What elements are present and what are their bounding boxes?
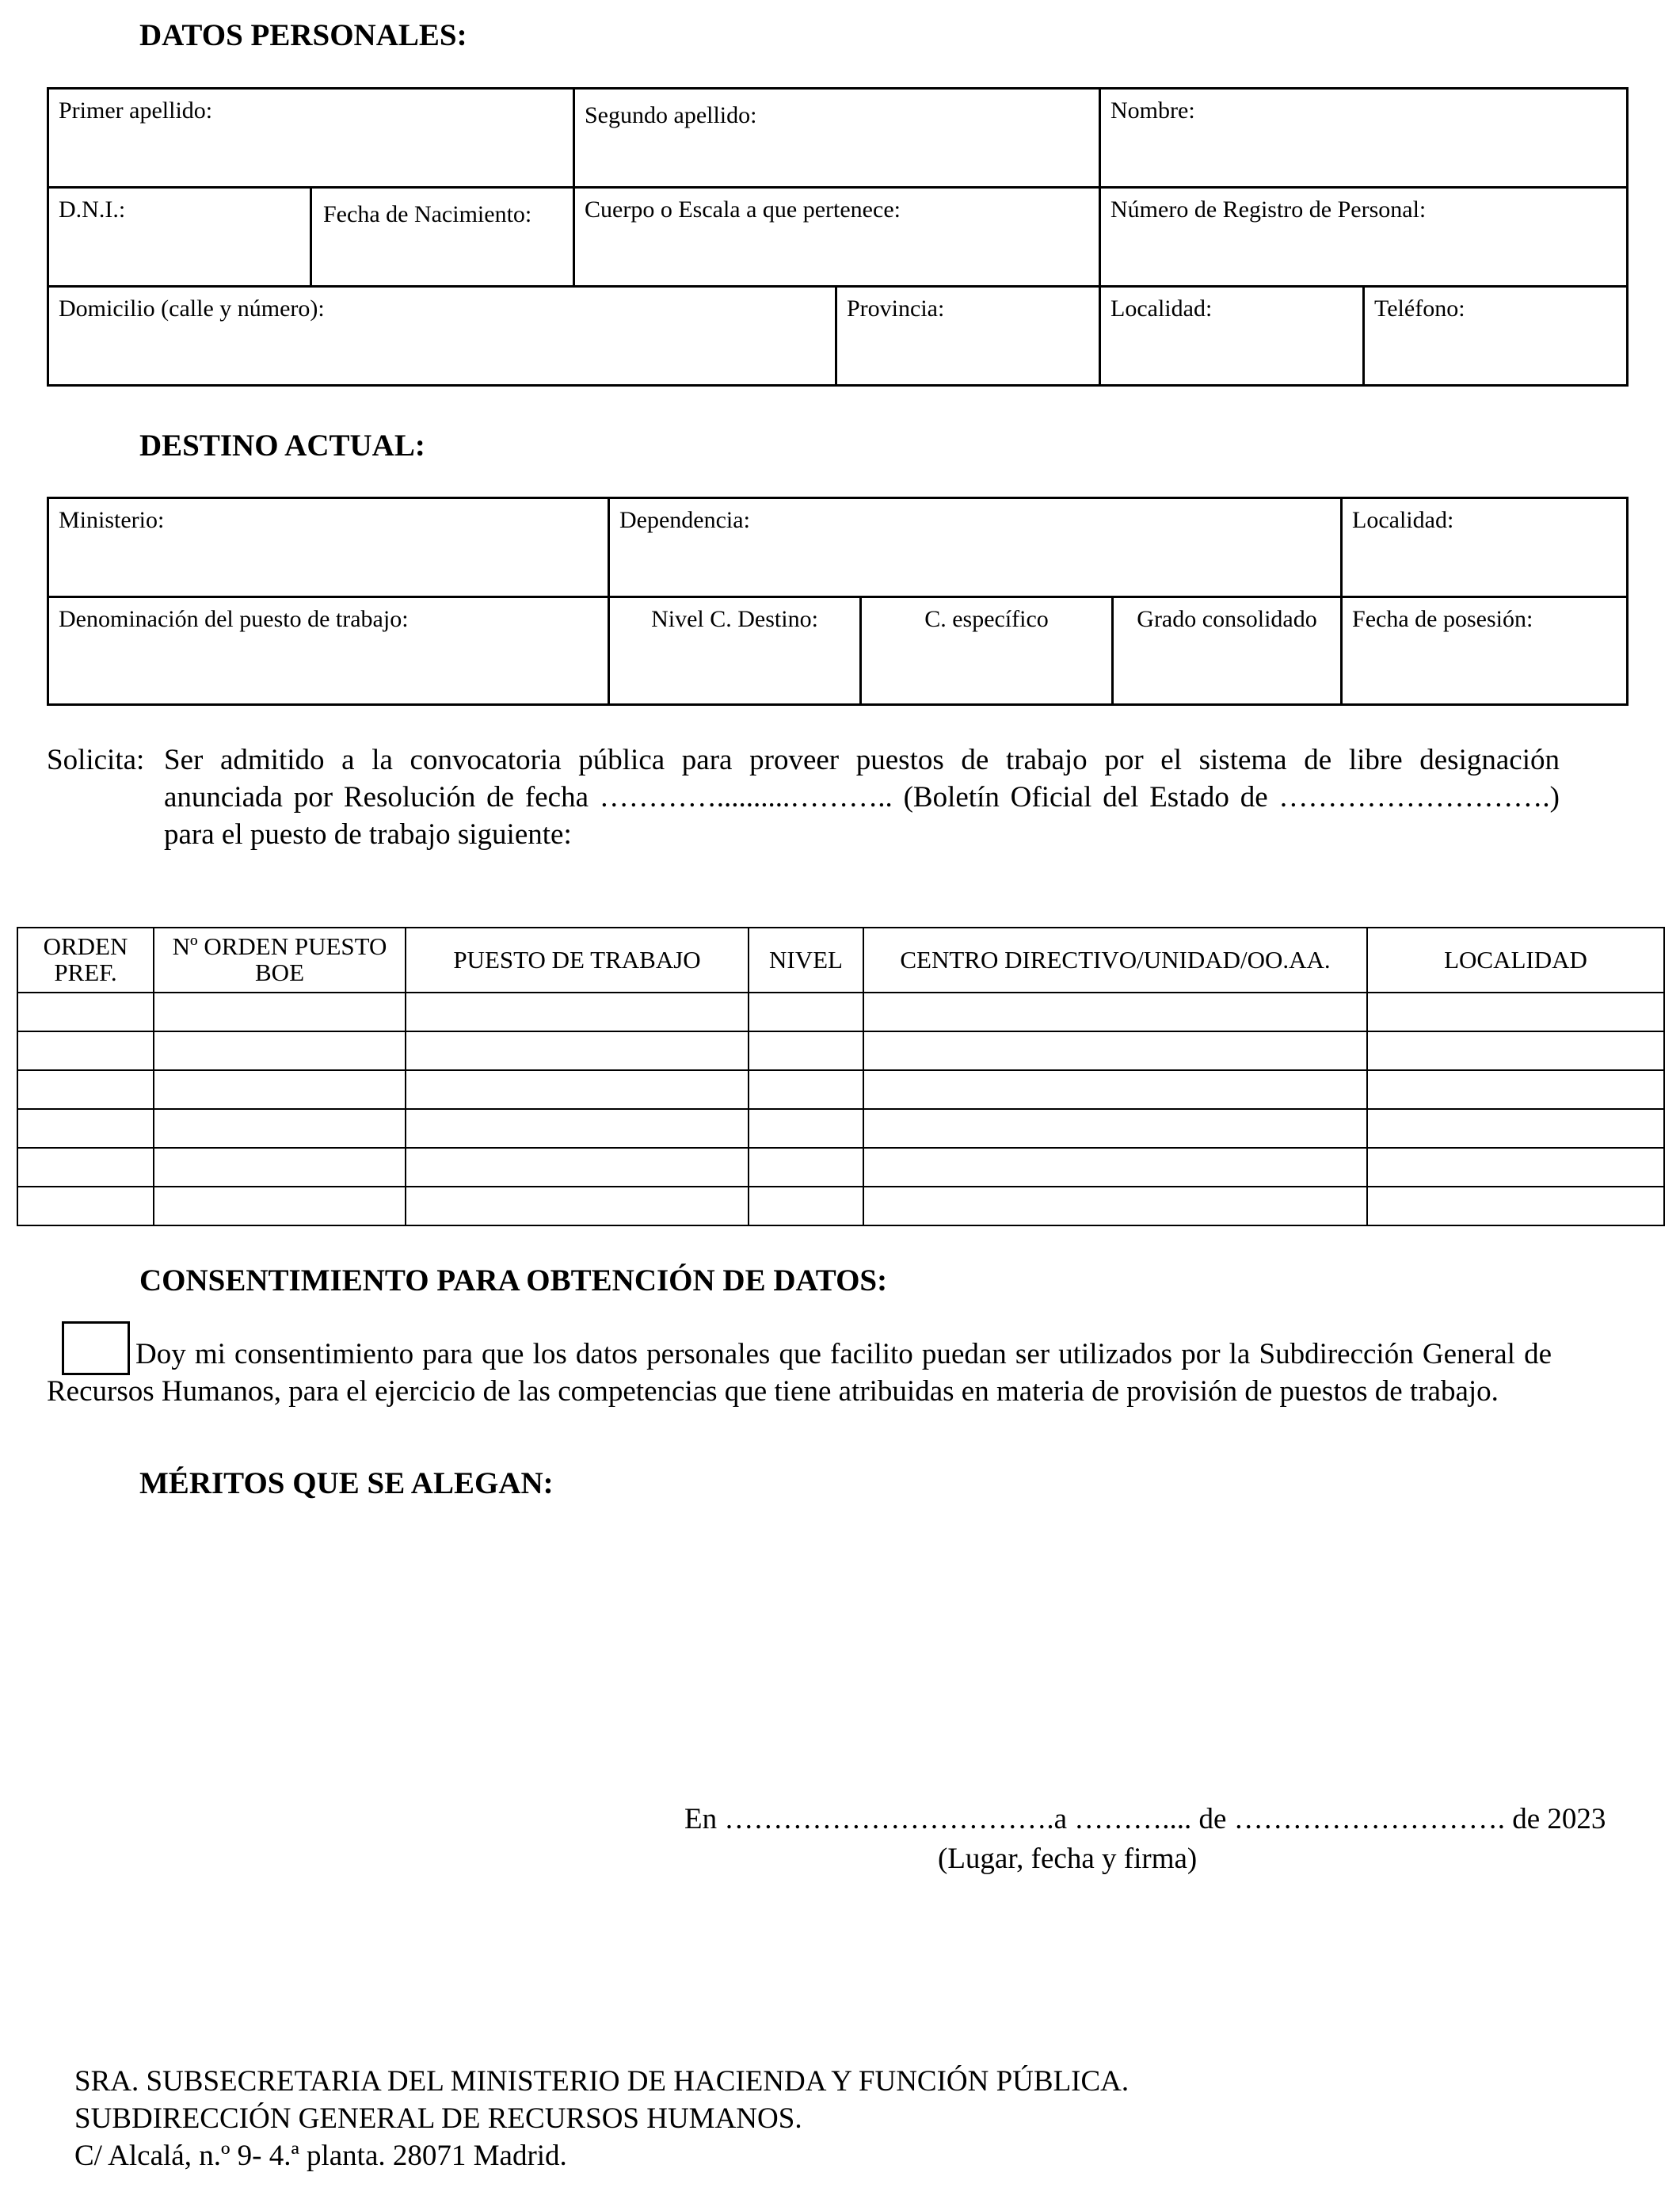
puestos-cell[interactable] — [749, 1109, 863, 1148]
dni-label: D.N.I.: — [59, 196, 126, 223]
puestos-cell[interactable] — [1367, 1187, 1664, 1225]
puestos-cell[interactable] — [1367, 1070, 1664, 1109]
puestos-row — [17, 1031, 1664, 1070]
puestos-cell[interactable] — [17, 1187, 154, 1225]
solicita-label: Solicita: — [47, 744, 145, 776]
puestos-cell[interactable] — [406, 1031, 749, 1070]
puestos-cell[interactable] — [863, 1109, 1367, 1148]
puestos-cell[interactable] — [749, 993, 863, 1031]
header-orden-pref-line2: PREF. — [54, 958, 117, 986]
puestos-cell[interactable] — [1367, 1031, 1664, 1070]
puestos-cell[interactable] — [863, 993, 1367, 1031]
grado-field[interactable] — [1113, 597, 1342, 705]
footer-line-2: SUBDIRECCIÓN GENERAL DE RECURSOS HUMANOS. — [74, 2102, 802, 2135]
nombre-label: Nombre: — [1110, 97, 1195, 124]
puestos-cell[interactable] — [406, 1070, 749, 1109]
puestos-cell[interactable] — [17, 1148, 154, 1187]
provincia-field[interactable] — [836, 287, 1100, 386]
puestos-cell[interactable] — [406, 1109, 749, 1148]
consent-text: Doy mi consentimiento para que los datos personales que facilito puedan ser utilizados por la Subdirección General de Recursos Humanos, para el ejercicio de las competencias que tiene atribuidas en materia de provisión de puestos de trabajo. — [47, 1338, 1552, 1408]
provincia-label: Provincia: — [847, 295, 945, 322]
puestos-cell[interactable] — [406, 1148, 749, 1187]
fecha-nacimiento-label: Fecha de Nacimiento: — [323, 201, 532, 227]
fecha-firma-line: En …………………………….a ……….... de ………………………. de 2023 — [684, 1803, 1606, 1835]
numero-registro-label: Número de Registro de Personal: — [1110, 196, 1427, 223]
puestos-cell[interactable] — [749, 1070, 863, 1109]
domicilio-field[interactable] — [48, 287, 836, 386]
footer-line-1: SRA. SUBSECRETARIA DEL MINISTERIO DE HACIENDA Y FUNCIÓN PÚBLICA. — [74, 2065, 1130, 2098]
ministerio-label: Ministerio: — [59, 507, 165, 533]
puestos-cell[interactable] — [17, 1109, 154, 1148]
section-title-destino-actual: DESTINO ACTUAL: — [139, 429, 425, 463]
grado-label: Grado consolidado — [1137, 606, 1317, 632]
cuerpo-escala-field[interactable] — [574, 188, 1100, 287]
puestos-cell[interactable] — [749, 1187, 863, 1225]
destino-localidad-label: Localidad: — [1352, 507, 1454, 533]
puestos-cell[interactable] — [1367, 1148, 1664, 1187]
denominacion-field[interactable] — [48, 597, 609, 705]
telefono-field[interactable] — [1364, 287, 1628, 386]
numero-registro-field[interactable] — [1100, 188, 1628, 287]
header-nivel: NIVEL — [749, 928, 863, 993]
segundo-apellido-label: Segundo apellido: — [585, 102, 757, 128]
dni-field[interactable] — [48, 188, 311, 287]
c-especifico-field[interactable] — [861, 597, 1113, 705]
header-puesto: PUESTO DE TRABAJO — [406, 928, 749, 993]
header-centro: CENTRO DIRECTIVO/UNIDAD/OO.AA. — [863, 928, 1367, 993]
puestos-cell[interactable] — [863, 1187, 1367, 1225]
dependencia-field[interactable] — [609, 498, 1342, 597]
puestos-cell[interactable] — [17, 993, 154, 1031]
telefono-label: Teléfono: — [1374, 295, 1465, 322]
puestos-cell[interactable] — [17, 1070, 154, 1109]
solicita-paragraph — [47, 741, 1560, 853]
solicita-line-3: para el puesto de trabajo siguiente: — [164, 818, 572, 851]
puestos-cell[interactable] — [749, 1148, 863, 1187]
primer-apellido-label: Primer apellido: — [59, 97, 213, 124]
footer-line-3: C/ Alcalá, n.º 9- 4.ª planta. 28071 Madrid. — [74, 2140, 567, 2172]
solicita-line-1: Ser admitido a la convocatoria pública para proveer puestos de trabajo por el sistema de libre designación — [164, 744, 1560, 776]
puestos-cell[interactable] — [863, 1148, 1367, 1187]
segundo-apellido-field[interactable] — [574, 89, 1100, 188]
nivel-destino-label: Nivel C. Destino: — [651, 606, 818, 632]
puestos-row — [17, 1070, 1664, 1109]
puestos-row — [17, 1187, 1664, 1225]
puestos-row — [17, 1109, 1664, 1148]
puestos-cell[interactable] — [154, 1031, 406, 1070]
fecha-posesion-label: Fecha de posesión: — [1352, 606, 1533, 632]
datos-personales-table — [47, 87, 1629, 387]
c-especifico-label: C. específico — [924, 606, 1049, 632]
fecha-nacimiento-field[interactable] — [311, 188, 574, 287]
header-orden-boe — [154, 928, 406, 993]
puestos-cell[interactable] — [154, 1109, 406, 1148]
puestos-cell[interactable] — [17, 1031, 154, 1070]
puestos-cell[interactable] — [154, 1148, 406, 1187]
section-title-meritos: MÉRITOS QUE SE ALEGAN: — [139, 1466, 554, 1500]
puestos-cell[interactable] — [406, 1187, 749, 1225]
puestos-cell[interactable] — [1367, 1109, 1664, 1148]
primer-apellido-field[interactable] — [48, 89, 574, 188]
solicita-line-2: anunciada por Resolución de fecha …………..........……….. (Boletín Oficial del Estado de ……………………….) — [164, 781, 1560, 814]
header-localidad: LOCALIDAD — [1367, 928, 1664, 993]
puestos-row — [17, 993, 1664, 1031]
nombre-field[interactable] — [1100, 89, 1628, 188]
puestos-cell[interactable] — [863, 1070, 1367, 1109]
puestos-row — [17, 1148, 1664, 1187]
puestos-cell[interactable] — [1367, 993, 1664, 1031]
fecha-firma-caption: (Lugar, fecha y firma) — [938, 1843, 1198, 1875]
puestos-body — [17, 993, 1664, 1225]
cuerpo-escala-label: Cuerpo o Escala a que pertenece: — [585, 196, 901, 223]
header-orden-boe-line2: BOE — [255, 958, 304, 986]
fecha-posesion-field[interactable] — [1342, 597, 1628, 705]
header-orden-pref — [17, 928, 154, 993]
header-orden-boe-line1: Nº ORDEN PUESTO — [172, 932, 387, 961]
header-orden-pref-line1: ORDEN — [43, 932, 128, 961]
puestos-cell[interactable] — [406, 993, 749, 1031]
section-title-datos-personales: DATOS PERSONALES: — [139, 18, 467, 52]
puestos-header-row — [17, 928, 1664, 993]
section-title-consentimiento: CONSENTIMIENTO PARA OBTENCIÓN DE DATOS: — [139, 1263, 888, 1298]
denominacion-label: Denominación del puesto de trabajo: — [59, 606, 409, 632]
puestos-cell[interactable] — [154, 1070, 406, 1109]
puestos-cell[interactable] — [154, 1187, 406, 1225]
puestos-cell[interactable] — [154, 993, 406, 1031]
destino-localidad-field[interactable] — [1342, 498, 1628, 597]
puestos-table — [17, 927, 1665, 1226]
nivel-destino-field[interactable] — [609, 597, 861, 705]
localidad-label: Localidad: — [1110, 295, 1213, 322]
dependencia-label: Dependencia: — [619, 507, 750, 533]
ministerio-field[interactable] — [48, 498, 609, 597]
domicilio-label: Domicilio (calle y número): — [59, 295, 325, 322]
destino-actual-table — [47, 497, 1629, 706]
puestos-cell[interactable] — [749, 1031, 863, 1070]
localidad-field[interactable] — [1100, 287, 1364, 386]
puestos-cell[interactable] — [863, 1031, 1367, 1070]
